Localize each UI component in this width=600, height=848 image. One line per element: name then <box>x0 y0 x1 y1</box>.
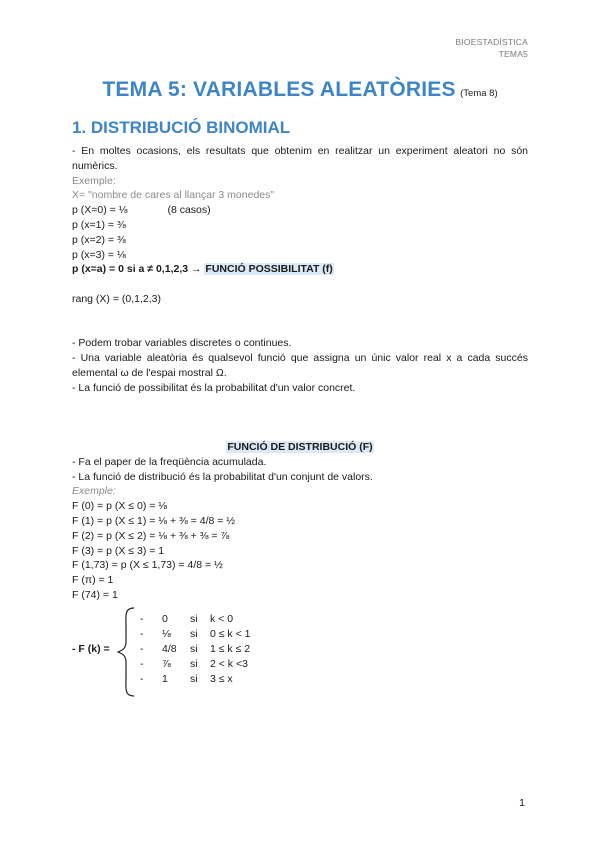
bullet-point: - Podem trobar variables discretes o continues. <box>72 337 292 350</box>
spacer <box>72 307 528 322</box>
curly-brace-icon <box>116 606 136 698</box>
page-number: 1 <box>519 797 525 809</box>
bullet-point: - La funció de possibilitat és la probabilitat d'un valor concret. <box>72 381 356 394</box>
spacer <box>72 396 528 411</box>
dist-point: - La funció de distribució és la probabilitat d'un conjunt de valors. <box>72 470 373 483</box>
row-condition: 2 < k <3 <box>210 658 248 670</box>
example-line: p (x=2) = ⅜ <box>72 233 126 246</box>
row-value: 0 <box>162 613 168 625</box>
subheading-line <box>72 440 528 455</box>
example-line <box>72 203 528 218</box>
cases-note: (8 casos) <box>167 204 211 217</box>
intro-paragraph: - En moltes ocasions, els resultats que obtenim en realitzar un experiment aleatori no són numèrics. <box>72 145 528 172</box>
row-value: 4/8 <box>162 643 177 655</box>
row-dash: - <box>140 643 144 655</box>
row-si: si <box>190 673 198 685</box>
spacer <box>72 277 528 292</box>
dist-example-line: F (1,73) = p (X ≤ 1,73) = 4/8 = ½ <box>72 559 223 572</box>
row-dash: - <box>140 628 144 640</box>
example-line-text: p (X=0) = ⅛ <box>72 204 128 217</box>
spacer <box>72 425 528 440</box>
row-value: ⅞ <box>162 658 171 670</box>
row-value: 1 <box>162 673 168 685</box>
dist-example-label: Exemple: <box>72 485 116 498</box>
row-si: si <box>190 643 198 655</box>
dist-example-line: F (1) = p (X ≤ 1) = ⅛ + ⅜ = 4/8 = ½ <box>72 514 236 527</box>
dist-example-line: F (π) = 1 <box>72 574 114 587</box>
document-body <box>72 144 528 603</box>
row-si: si <box>190 628 198 640</box>
piecewise-row <box>140 642 290 657</box>
piecewise-row <box>140 627 290 642</box>
row-dash: - <box>140 658 144 670</box>
row-dash: - <box>140 673 144 685</box>
title-sub: (Tema 8) <box>460 88 498 99</box>
piecewise-row <box>140 612 290 627</box>
row-dash: - <box>140 613 144 625</box>
piecewise-row <box>140 672 290 687</box>
dist-example-line: F (3) = p (X ≤ 3) = 1 <box>72 544 165 557</box>
dist-example-line: F (2) = p (X ≤ 2) = ⅛ + ⅜ + ⅜ = ⅞ <box>72 529 230 542</box>
page-header <box>455 36 528 60</box>
example-label: Exemple: <box>72 174 116 187</box>
range-line: rang (X) = (0,1,2,3) <box>72 292 161 305</box>
header-subject: BIOESTADÍSTICA <box>455 37 528 47</box>
row-condition: k < 0 <box>210 613 234 625</box>
dist-example-line: F (0) = p (X ≤ 0) = ⅛ <box>72 500 168 513</box>
piecewise-rows <box>140 612 290 687</box>
spacer <box>72 322 528 337</box>
prob-rule-line <box>72 262 528 277</box>
section-heading: 1. DISTRIBUCIÓ BINOMIAL <box>72 118 291 137</box>
spacer <box>72 410 528 425</box>
title-main: TEMA 5: VARIABLES ALEATÒRIES <box>102 78 456 101</box>
bullet-point: - Una variable aleatòria és qualsevol funció que assigna un únic valor real x a cada succés elemental ω de l'espai mostral Ω. <box>72 352 528 379</box>
piecewise-function <box>72 606 372 698</box>
header-topic: TEMA5 <box>498 49 528 59</box>
row-value: ⅛ <box>162 628 171 640</box>
row-condition: 1 ≤ k ≤ 2 <box>210 643 251 655</box>
row-condition: 3 ≤ x <box>210 673 233 685</box>
dist-example-line: F (74) = 1 <box>72 588 118 601</box>
piecewise-row <box>140 657 290 672</box>
row-si: si <box>190 613 198 625</box>
subheading: FUNCIÓ DE DISTRIBUCIÓ (F) <box>227 440 373 453</box>
row-si: si <box>190 658 198 670</box>
piecewise-label: - F (k) = <box>72 643 110 655</box>
document-title <box>0 78 600 102</box>
dist-point: - Fa el paper de la freqüència acumulada. <box>72 455 267 468</box>
example-line: p (x=1) = ⅜ <box>72 218 126 231</box>
function-highlight: FUNCIÓ POSSIBILITAT (f) <box>205 263 333 276</box>
example-line: X= "nombre de cares al llançar 3 monedes" <box>72 189 275 202</box>
row-condition: 0 ≤ k < 1 <box>210 628 251 640</box>
example-line: p (x=3) = ⅛ <box>72 248 126 261</box>
prob-rule: p (x=a) = 0 si a ≠ 0,1,2,3 → <box>72 263 202 276</box>
